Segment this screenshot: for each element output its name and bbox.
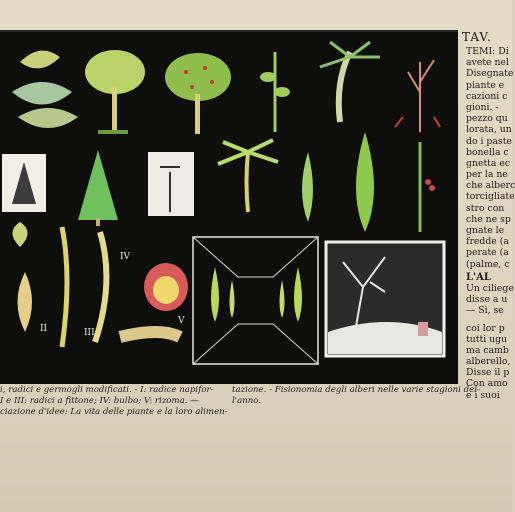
bulb-illustration <box>144 263 188 311</box>
text-line: (palme, c <box>466 258 510 270</box>
taproot-illustration-2 <box>95 232 106 342</box>
fruit-tree-illustration <box>165 53 231 134</box>
right-text-column <box>466 46 515 401</box>
text-line: cazioni c <box>466 90 508 102</box>
rhizome-illustration <box>120 332 180 337</box>
caption-line: ciazione d'idee: La vita delle piante e la loro alimen- <box>0 407 228 417</box>
text-line: che ne sp <box>466 213 511 225</box>
palm-tree-illustration <box>218 140 278 212</box>
text-line: stro con <box>466 202 505 214</box>
bud-cluster-illustration <box>12 51 78 128</box>
text-line: do i paste <box>466 135 512 147</box>
text-line: Un ciliege <box>466 282 514 294</box>
text-line: disse a u <box>466 294 508 306</box>
illustration-plate <box>0 30 458 384</box>
text-line: tutti ugu <box>466 333 508 345</box>
text-line: lorata, un <box>466 124 512 136</box>
text-line: TEMI: Di <box>466 46 509 57</box>
text-line: perate (a <box>466 247 509 259</box>
caption-line: i, radici e germogli modificati. - I: radice napifor- <box>0 385 214 395</box>
page-title: TAV. <box>462 30 492 44</box>
napiform-root-illustration <box>13 222 33 332</box>
text-line: gnetta ec <box>466 157 511 169</box>
label-ii: II <box>40 324 48 334</box>
avenue-tree-left <box>211 267 219 322</box>
text-line: Disse il p <box>466 367 510 379</box>
vine-illustration <box>420 142 435 232</box>
text-line: Con amo <box>466 378 508 390</box>
text-line: bonella c <box>466 146 509 158</box>
text-line: ma camb <box>466 344 509 356</box>
avenue-tree-right <box>294 267 302 322</box>
text-line: coi lor p <box>466 322 505 334</box>
palm-plant-illustration <box>320 42 380 122</box>
caption-line: I e III: radici a fittone; IV: bulbo; V: rizoma. — <box>0 396 199 406</box>
text-line: — Sì, se <box>466 305 504 317</box>
text-line: piante e <box>466 79 505 91</box>
text-line: gnate le <box>466 225 505 236</box>
fir-tree-illustration <box>78 150 118 226</box>
poplar-illustration <box>302 152 313 222</box>
text-line: torcigliate <box>466 191 515 203</box>
label-iii: III <box>84 328 95 338</box>
bare-shrub-illustration <box>395 60 440 132</box>
text-line: Disegnate <box>466 68 514 80</box>
text-line: pezzo qu <box>466 113 508 125</box>
text-line: fredde (a <box>466 236 509 248</box>
text-line: alberello, <box>466 356 511 368</box>
section-heading: L'AL <box>466 271 491 283</box>
text-line: che alberc <box>466 180 515 192</box>
text-line: e i suoi <box>466 389 500 401</box>
green-tree-illustration <box>85 50 145 134</box>
caption-line: tazione. - Fisionomia degli alberi nelle varie stagioni del- <box>232 385 480 395</box>
text-line: avete nel <box>466 57 509 69</box>
taproot-illustration <box>62 227 67 347</box>
label-v: V <box>178 316 185 326</box>
caption-right <box>232 385 480 407</box>
caption-line: l'anno. <box>232 396 262 406</box>
text-line: gioni. - <box>466 101 499 113</box>
text-line: per la ne <box>466 169 508 181</box>
sapling-illustration <box>260 52 290 132</box>
caption-left <box>0 385 228 418</box>
cypress-illustration <box>356 132 374 232</box>
plate-illustrations <box>0 32 458 384</box>
label-iv: IV <box>120 252 131 262</box>
